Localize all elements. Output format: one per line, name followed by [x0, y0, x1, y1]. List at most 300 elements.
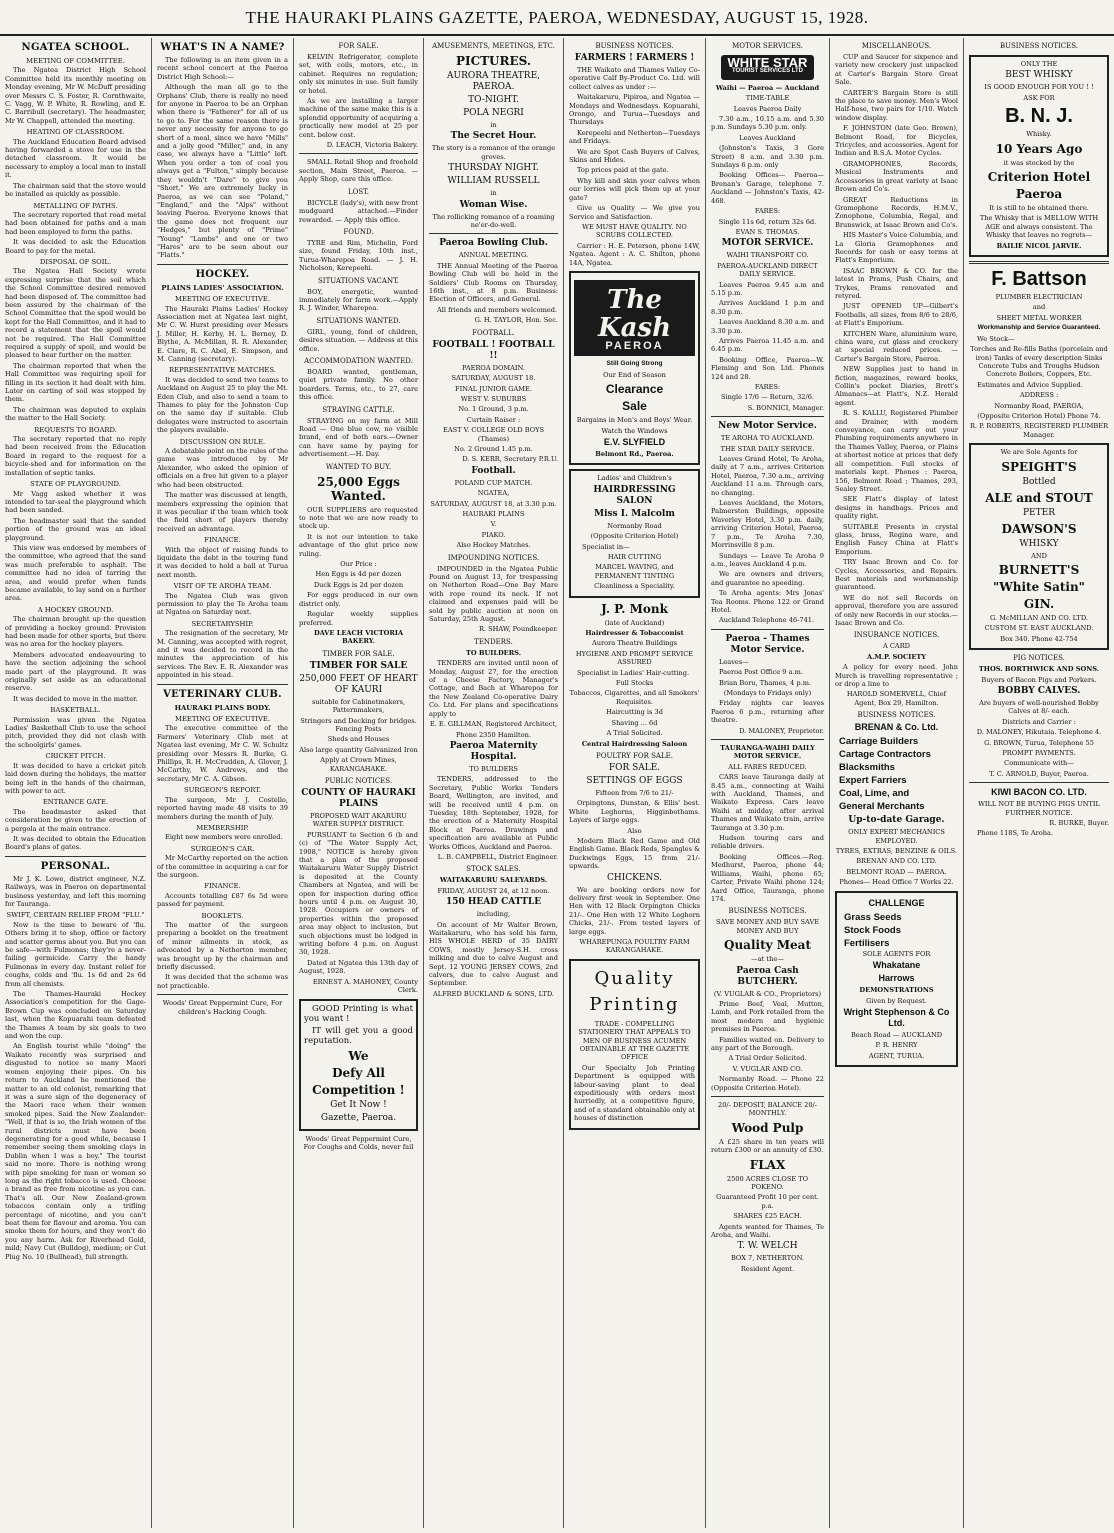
ad-text: WHAREPUNGA POULTRY FARM KARANGAHAKE. [579, 938, 690, 955]
ad-headline: BOBBY CALVES. [997, 686, 1081, 696]
ad-text: BICYCLE (lady's), with new front mudguard attached.—Finder rewarded. — Apply this office. [299, 198, 418, 224]
ad-headline: ALE and STOUT [985, 490, 1093, 505]
ad-text: Communicate with— [1004, 759, 1074, 768]
ad-text: TO BUILDERS. [465, 648, 522, 657]
ad-text: FINAL JUNIOR GAME. [455, 384, 532, 393]
section-label: POULTRY FOR SALE. [596, 751, 673, 760]
ad-text: TE AROHA TO AUCKLAND. [720, 434, 815, 443]
divider [429, 233, 558, 234]
ad-text: All friends and members welcomed. [437, 305, 558, 314]
subheading: STATE OF PLAYGROUND. [30, 480, 121, 489]
ad-text: Get It Now ! [330, 1099, 387, 1110]
ad-text: SATURDAY, AUGUST 18. [451, 374, 536, 383]
ad-headline: Quality [594, 967, 675, 989]
salon-ad [569, 469, 700, 597]
ad-headline: The Secret Hour. [450, 131, 537, 142]
ad-text: HYGIENE AND PROMPT SERVICE ASSURED [575, 649, 694, 667]
ad-text: Arrives Auckland 1 p.m and 8.30 p.m. [711, 299, 824, 316]
paragraph: With the object of raising funds to liquidate the debt in the touring fund it was decided to hold a ball at Turua next month. [157, 545, 288, 579]
ad-text: GREAT Reductions in Gramophone Records, H.M.V., Zonophone, Columbia, Regal, and Brunswick, at Isaac Brown and Co's. [835, 195, 958, 229]
subheading: MEMBERSHIP. [196, 823, 249, 832]
ad-text: IMPOUNDED in the Ngatea Public Pound on August 13, for trespassing on Netherton Road—One Bay Mare with rope round its neck. If not claimed and expenses paid will be sold by public auction at noon on Saturday, 25th August. [429, 564, 558, 624]
challenge-list [840, 911, 953, 950]
ad-text: ONLY EXPERT MECHANICS EMPLOYED. [848, 828, 945, 845]
paragraph: The Auckland Education Board advised having forwarded a stove for use in the detached classroom. It would be necessary to employ a local man to install it. [5, 137, 146, 180]
ad-text: THOS. BORTHWICK AND SONS. [978, 665, 1100, 674]
ad-text: Auckland Telephone 46-741. [719, 616, 815, 625]
ad-text: TO BUILDERS [469, 764, 518, 773]
ad-text: Our Price : [340, 560, 377, 569]
ad-text: Watch the Windows [601, 426, 668, 435]
list-item: Fertilisers [844, 937, 890, 949]
ad-headline: Criterion Hotel [987, 170, 1091, 185]
ad-headline: Whakatane [872, 960, 921, 971]
column-motor-services [706, 38, 830, 1528]
ad-text: ISAAC BROWN & CO. for the latest in Prams, Push Chairs, and Trykes, Prams renovated and retyred. [835, 266, 958, 300]
divider [711, 1096, 824, 1097]
subheading: PLAINS LADIES' ASSOCIATION. [161, 283, 284, 292]
paragraph: The headmaster said that the sanded portion of the ground was an ideal playground. [5, 516, 146, 542]
ad-headline: MOTOR SERVICE. [721, 238, 814, 249]
ad-text: EAST V. COLLEGE OLD BOYS (Thames) [443, 426, 544, 443]
ad-headline: Miss I. Malcolm [594, 508, 675, 519]
ad-headline: WHISKY [1019, 538, 1059, 549]
subheading: ENTRANCE GATE. [42, 798, 109, 807]
article-title: NGATEA SCHOOL. [21, 42, 130, 53]
ad-text: Single 11s 6d, return 32s 6d. [718, 217, 817, 226]
ad-text: Aurora Theatre Buildings [591, 639, 678, 648]
ad-text: (late of Auckland) [604, 618, 665, 627]
article-title: WHAT'S IN A NAME? [160, 42, 285, 53]
ad-text: Shaving ... 6d [611, 718, 658, 727]
paragraph: It was decided to move in the matter. [13, 694, 138, 703]
ad-text: Phone 118S, Te Aroha. [977, 829, 1053, 838]
ad-headline: Bottled [1022, 476, 1056, 487]
ad-headline: Wright Stephenson & Co Ltd. [843, 1006, 950, 1028]
ad-text: As we are installing a larger machine of the same make this is a splendid opportunity of acquiring a practically new model at 25 per cent. below cost. [299, 97, 418, 139]
ad-text: A policy for every need. John Murch is travelling representative ; or drop a line to [835, 663, 958, 689]
ad-text: THE STAR DAILY SERVICE. [720, 444, 815, 453]
ad-text: Regular weekly supplies preferred. [299, 610, 418, 627]
ad-headline: SPEIGHT'S [1001, 459, 1077, 474]
ad-text: F. JOHNSTON (late Geo. Brown), Belmont Road, for Bicycles, Tricycles, and accessories. Agent for Indian and B.S.A. Motor Cycles. [835, 124, 958, 158]
divider [5, 856, 146, 857]
ad-signature: D. MALONEY, Proprietor. [739, 726, 824, 735]
ad-text: GIRL, young, fond of children, desires situation. — Address at this office. [299, 327, 418, 353]
section-label: FOOTBALL. [472, 328, 515, 337]
subheading: FINANCE. [204, 536, 241, 545]
ad-text: Leaves Paeroa Daily [733, 104, 802, 113]
ad-headline: Harrows [878, 973, 915, 984]
ad-text: Paeroa Post Office 9 a.m. [719, 668, 803, 677]
ad-headline: Woman Wise. [459, 199, 528, 210]
ad-text: FARES: [754, 383, 781, 391]
subheading: METALLING OF PATHS. [33, 201, 118, 210]
kash-logo [574, 280, 695, 356]
kash-clearance-ad [569, 271, 700, 465]
ad-text: WEST V. SUBURBS [460, 394, 527, 403]
ad-text: BAILIE NICOL JARVIE. [996, 241, 1082, 250]
paragraph: An English tourist while "doing" the Waikato recently was surprised and disgusted to notice so many Maori women enjoying their pipes. On his return to Auckland he mentioned the matter to an old colonist, remarking that it was a sure sign of the degeneracy of the Maori race when their women smoked pipes. Said the New Zealander: "Well, if that is so, the Irish women of the rural districts must have been degenerating for a good while, because I remember seeing them smoking clays in Dublin when I was a boy." The tourist said no more. There is nothing wrong with pipe smoking for man or woman so long as the right tobacco is used. Choose a brand as free from nicotine as you can. That's all. Our New Zealand-grown tobaccos contain only a trifling percentage of nicotine, and you can't beat them for flavour and aroma. You can smoke them for hours, and they won't do you any harm. Ask for Riverhead Gold, mild; Navy Cut (Bulldog), medium; or Cut Plug No. 10 (Bullhead), full strength. [5, 1042, 146, 1261]
section-label: BUSINESS NOTICES. [857, 711, 936, 720]
ad-text: WAITAKARURU SALEYARDS. [439, 876, 548, 885]
paragraph: Mr Vagg asked whether it was intended to tar-seal the playground which had been sanded. [5, 489, 146, 515]
paragraph: The chairman brought up the question of providing a hockey ground. Provision had been made for other sports, but there was no area for the hockey players. [5, 615, 146, 649]
ad-text: KELVIN Refrigerator, complete set, with coils, motors, etc., in cabinet. Requires no regulation; only six minutes in use. Suit family or hotel. [299, 53, 418, 95]
ad-text: WILL NOT BE BUYING PIGS UNTIL FURTHER NOTICE. [978, 800, 1100, 817]
paragraph: Now is the time to beware of 'flu. Others bring it to shop, office or factory and scatter germs about you. But you can be safe—with Fulmonas; they're a never-failing germicide. Carry the handy Fulmonas in every day. Instant relief for coughs, colds and 'flu. 1s 6d and 2s 6d from all chemists. [5, 920, 146, 988]
ad-text: POLA NEGRI [463, 108, 524, 118]
ad-text: Districts and Carrier : [1002, 717, 1076, 726]
subheading: BASKETBALL. [50, 706, 101, 715]
ad-text: FARES: [754, 207, 781, 216]
ad-text: Also [627, 826, 642, 835]
ad-text: SMALL Retail Shop and freehold section, Main Street, Paeroa. —Apply Shop, care this office. [299, 158, 418, 184]
list-item: Stock Foods [844, 924, 902, 936]
paragraph: The secretary reported that no reply had been received from the Education Board in regard to the request for a bicycle-shed and for information on the installation of septic tanks. [5, 435, 146, 477]
ad-signature: ALFRED BUCKLAND & SONS, LTD. [432, 989, 555, 998]
section-label: SITUATIONS WANTED. [316, 316, 401, 325]
ad-text: KITCHEN Ware, aluminium ware, china ware, cut glass and crockery at special reduced prices. — Carter's Bargain Store, Paeroa. [835, 329, 958, 363]
ad-text: ANNUAL MEETING. [458, 251, 529, 260]
ad-text: It is still to be obtained there. [989, 204, 1089, 213]
ad-text: TOURIST SERVICES LTD [731, 68, 803, 75]
ad-text: Sheds and Houses [327, 735, 390, 744]
ad-text: BOY, energetic, wanted immediately for farm work.—Apply R. J. Winder, Wharepoa. [299, 287, 418, 313]
ad-text: E. E. GILLMAN, Registered Architect, [429, 720, 558, 729]
ad-text: ALL FARES REDUCED. [728, 762, 807, 771]
ad-text: Leaves— [719, 657, 749, 666]
divider [969, 782, 1109, 783]
ad-text: Dated at Ngatea this 13th day of August, 1928. [299, 958, 418, 976]
ad-text: AURORA THEATRE, PAEROA. [446, 71, 540, 92]
paragraph: This view was endorsed by members of the committee, who agreed that the sand was much preferable to asphalt. The committee had no idea of tarring the area, and would prefer when funds became available, to lay sand on a further area. [5, 543, 146, 603]
ad-text: Estimates and Advice Supplied. [977, 380, 1083, 389]
ad-text: The story is a romance of the orange groves. [431, 144, 556, 161]
subheading: MEETING OF EXECUTIVE. [174, 715, 271, 724]
ad-text: Booking Offices— Paeroa—Brenan's Garage, telephone 7. Auckland — Johnston's Taxis, 42-468. [711, 171, 824, 205]
ad-text: Normanby Road. — Phone 22 (Opposite Criterion Hotel). [711, 1075, 824, 1092]
ad-headline: 250,000 FEET OF HEART OF KAURI [299, 673, 418, 695]
ad-text: R. S. KALLU, Registered Plumber and Drainer, with modern conveyance, can carry out your Plumbing requirements anywhere in the Thames Valley, Paeroa, or Plains at shortest notice at prices that defy all competition. Full stocks of materials kept. Phones : Paeroa, 156, Belmont Road ; Thames, 293, Sealey Street. [835, 409, 958, 493]
ad-text: TRADE - COMPELLING STATIONERY THAT APPEALS TO MEN OF BUSINESS ACUMEN OBTAINABLE AT THE GAZETTE OFFICE [578, 1019, 691, 1062]
divider [157, 994, 288, 995]
ad-text: Friday nights car leaves Paeroa 6 p.m., returning after theatre. [711, 699, 824, 725]
ad-text: (V. VUGLAR & CO., Proprietors) [713, 989, 822, 998]
ad-text: Leaves Auckland, the Motors, Palmerston Buildings, opposite Waverley Hotel, 3.30 p.m. daily, arriving Criterion Hotel, Paeroa, 7 p.m., Te Aroha 7.30, Morrinsville 8 p.m. [711, 499, 824, 550]
ad-text: Prime Beef, Veal, Mutton, Lamb, and Pork retailed from the most modern and hygienic premises in Paeroa. [711, 999, 824, 1034]
ad-headline: WHITE STAR [727, 55, 808, 70]
subheading: DISPOSAL OF SOIL. [39, 257, 112, 266]
ad-headline: Sale [622, 399, 647, 414]
paragraph: The chairman said that the stove would be installed as quickly as possible. [5, 181, 146, 199]
ad-text: Gazette, Paeroa. [320, 1112, 397, 1123]
ad-headline: Printing [589, 993, 680, 1015]
ad-text: Still Going Strong [606, 360, 663, 368]
ad-text: ONLY THE [1020, 60, 1058, 68]
paragraph: Accounts totalling £87 6s 5d were passed for payment. [157, 891, 288, 909]
ad-text: Single 17/6 — Return, 32/6. [720, 393, 815, 402]
ad-text: V. VUGLAR AND CO. [732, 1064, 803, 1073]
ad-text: WE MUST HAVE QUALITY. NO SCRUBS COLLECTED. [582, 222, 687, 240]
paragraph: Although the man all go to the Orphans' Club, there is really no need for anyone in Paeroa to be an Orphan when there is "Fatherer" for all of us to go to. For the same reason there is never any necessity for anyone to go short of a meal, since we have "Mills" and a jolly good "Miller," and, in any case, we always have a "Little" left. When you order a ton of coal you always get a "Fulton," simply because they wouldn't "Dare" to give you "Short." We are extremely lucky in Paeroa, as we can see "Poland," "England," and the "Alps" without leaving Paeroa. Everyone knows that the game does not frequent our "Hedges," but plenty of "Prime" "Young" "Lambs" and one or two "Hares" are to be seen about our "Flatts." [157, 83, 288, 260]
ad-text: OUR SUPPLIERS are requested to note that we are now ready to stock up. [299, 505, 418, 531]
ad-headline: GIN. [1023, 596, 1055, 611]
paragraph: The Thames-Hauraki Hockey Association's competition for the Gage-Brown Cup was concluded on Saturday last, when the Kopuarahi team defeated the Thames A team by six goals to two and won the cup. [5, 990, 146, 1041]
ad-text: G. McMILLAN AND CO. LTD. [990, 613, 1088, 622]
ad-signature: S. BONNICI, Manager. [747, 403, 824, 412]
ad-text: The Whisky that is MELLOW WITH AGE and always consistent. The Whisky that leaves no regrets— [979, 214, 1099, 240]
list-item: Expert Farriers [839, 775, 907, 787]
divider [157, 264, 288, 265]
ad-headline: T. W. WELCH [737, 1241, 798, 1252]
paragraph: Members advocated endeavouring to have the section adjoining the school made part of the playground. It was originally set aside as an educational reserve. [5, 650, 146, 693]
paragraph: It was decided to have a cricket pitch laid down during the holidays, the matter being left in the hands of the chairman, with power to act. [5, 761, 146, 795]
bnj-whisky-ad [969, 55, 1109, 257]
ad-headline: CHICKENS. [606, 872, 663, 883]
ad-text: D. MALONEY, Hikutaia. Telephone 4. [976, 728, 1102, 737]
subheading: HAURAKI PLAINS BODY. [174, 703, 271, 712]
ad-text: Families waited on. Delivery to any part of the Borough. [711, 1035, 824, 1052]
ad-headline: SETTINGS OF EGGS [586, 775, 683, 786]
ad-text: A Trial Order Solicited. [728, 1054, 807, 1063]
subheading: REQUESTS TO BOARD. [34, 425, 117, 434]
newspaper-title: THE HAURAKI PLAINS GAZETTE, PAEROA, WEDNESDAY, AUGUST 15, 1928. [245, 8, 869, 27]
ad-text: MARCEL WAVING, and PERMANENT TINTING [594, 563, 675, 580]
ad-text: Why kill and skin your calves when our lorries will pick them up at your gate? [569, 176, 700, 202]
ad-text: SAVE MONEY AND BUY SAVE MONEY AND BUY [715, 918, 820, 935]
ad-text: SHEET METAL WORKER [996, 313, 1082, 322]
ad-text: Waitakaruru, Pipiroa, and Ngatea — Mondays and Wednesdays. Kopuarahi, Orongo, and Turua—Tuesdays and Thursdays [569, 93, 700, 127]
section-label: LOST. [347, 187, 370, 196]
column-miscellaneous [830, 38, 964, 1528]
ad-headline: E.V. SLYFIELD [603, 436, 666, 447]
article-subtitle: MEETING OF COMMITTEE. [26, 57, 125, 65]
ad-headline: PETER [1023, 507, 1055, 518]
section-label: SITUATIONS VACANT. [318, 276, 399, 285]
ad-text: Brian Boru, Thames, 4 p.m. [719, 678, 812, 687]
subheading: REPRESENTATIVE MATCHES. [169, 366, 276, 375]
ad-text: in [490, 189, 497, 198]
paragraph: The matter of the surgeon preparing a booklet on the treatment of minor ailments in stock, as advocated by a Netherton member, was brought up by the chairman and briefly discussed. [157, 920, 288, 971]
ad-text: PLUMBER ELECTRICIAN [995, 293, 1083, 302]
printing-ad [299, 999, 418, 1131]
subheading: A HOCKEY GROUND. [37, 605, 114, 614]
ad-text: Are buyers of well-nourished Bobby Calves at 8/- each. [979, 699, 1099, 716]
section-title-hockey: HOCKEY. [195, 268, 250, 280]
ad-headline: Defy All [332, 1065, 385, 1080]
ad-text: STRAYING on my farm at Mill Road — One blue cow, no visible brand, end of both ears.—Owner can have same by paying for advertisement.—H. Day. [299, 416, 418, 459]
ad-text: Modern Black Red Game and Old English Game. Black Reds, Spangles & Duckwings Eggs, 15 from 21/- upwards. [569, 836, 700, 871]
ad-text: including, [476, 910, 511, 919]
section-label: TENDERS. [474, 637, 513, 646]
ad-text: TIME-TABLE [745, 94, 790, 103]
list-item: Cartage Contractors [839, 749, 931, 761]
ad-text: SHARES £25 EACH. [733, 1212, 802, 1221]
ad-headline: Paeroa - Thames Motor Service. [725, 633, 810, 655]
ad-signature: G. H. TAYLOR, Hon. Sec. [474, 316, 558, 325]
paragraph: The matter was discussed at length, members expressing the opinion that it was peculiar if the team which took the field short of players thereby received an advantage. [157, 491, 288, 533]
subheading: DISCUSSION ON RULE. [179, 437, 266, 446]
section-label: INSURANCE NOTICES. [853, 631, 940, 640]
paragraph: The secretary reported that road metal had been obtained for paths and a man had been employed to form the paths. [5, 210, 146, 236]
ad-text: Carrier : H. E. Peterson, phone 14W, Ngatea. Agent : A. C. Shilton, phone 14A, Ngatea. [569, 241, 700, 267]
ad-headline: 10 Years Ago [995, 141, 1083, 156]
ad-signature: EVAN S. THOMAS. [735, 227, 800, 236]
ad-text: Normanby Road, PAEROA, [994, 401, 1084, 410]
challenge-ad [835, 891, 958, 1067]
section-title-personal: PERSONAL. [40, 860, 111, 872]
ad-headline: J. P. Monk [601, 601, 668, 616]
ad-text: it was stocked by the [1003, 158, 1075, 167]
ad-text: We Stock— [977, 334, 1015, 343]
ad-signature: ERNEST A. MAHONEY, County Clerk. [312, 977, 418, 995]
ad-text: For eggs produced in our own district only. [299, 591, 418, 608]
ad-text: PIAKO. [481, 530, 506, 539]
section-label: TIMBER FOR SALE. [322, 649, 395, 658]
ad-text: Full Stocks [615, 679, 654, 688]
ad-text: The rollicking romance of a roaming ne'er-do-well. [432, 212, 555, 230]
ad-text: ASK FOR [1023, 93, 1055, 102]
ad-headline: "White Satin" [993, 579, 1085, 594]
divider [711, 416, 824, 417]
ad-text: Apply at Crown Mines, KARANGAHAKE. [320, 756, 397, 773]
paragraph: Mr McCarthy reported on the action of the committee in acquiring a car for the surgeon. [157, 854, 288, 879]
ad-text: Duck Eggs is 2d per dozen [313, 580, 404, 589]
ad-text: Booking Offices.—Reg. Medhurst, Paeroa, phone 44; Williams, Waihi, phone 65; Carter, Private Waihi phone 124; Aard Office, Tauranga, phone 174. [711, 852, 824, 903]
ad-text: Leaves Paeroa 9.45 a.m and 5.15 p.m. [711, 280, 824, 297]
advertisement: Woods' Great Peppermint Cure, For children's Hacking Cough. [162, 999, 283, 1016]
ad-text: NGATEA, [477, 489, 510, 498]
ad-text: We are Spot Cash Buyers of Calves, Skins and Hides. [569, 147, 700, 165]
ad-text: TAURANGA-WAIHI DAILY MOTOR SERVICE. [720, 744, 815, 761]
list-item: Coal, Lime, and [839, 788, 910, 800]
ad-text: WAIHI TRANSPORT CO. [726, 251, 809, 260]
column-amusements [424, 38, 564, 1528]
ad-text: Our Specialty Job Printing Department is equipped with labour-saving plant to deal expeditiously with orders most hurriedly, at a competitive figure, and of a standard obtainable only at houses of distinction [574, 1063, 695, 1123]
ad-text: PROMPT PAYMENTS. [1002, 749, 1076, 758]
ad-headline: BURNETT'S [998, 562, 1080, 577]
ad-text: Resident Agent. [740, 1264, 795, 1273]
ad-text: BOARD wanted, gentleman, quiet private family. No other boarders. Terms, etc., to 27, care this office. [299, 367, 418, 402]
ad-text: We are Sole Agents for [1000, 448, 1078, 457]
ad-text: Specialist in— [582, 542, 630, 551]
ad-text: PURSUANT to Section 6 (b and (c) of "The Water Supply Act, 1908," NOTICE is hereby given that a plan of the proposed Waitakaruru Water Supply District is deposited at the County Chambers at Ngatea, and will be open for inspection during office hours until 4 p.m. on August 30, 1928. Occupiers or owners of properties within the proposed area may object to inclusion, but such objections must be lodged in writing before 4 p.m. on August 30, 1928. [299, 830, 418, 957]
paragraph: The headmaster asked that consideration be given to the erection of a pergola at the main entrance. [5, 807, 146, 833]
subheading: MEETING OF EXECUTIVE. [174, 295, 271, 304]
paragraph: The Ngatea District High School Committee held its monthly meeting on Monday evening, Mr W. McDuff presiding over Messrs C. S. Foster, R. Cornthwaite, C. Vagg, W. P. White, R. Rowling, and E. C. Barribull (secretary). The headmaster, Mr W. Chappell, attended the meeting. [5, 66, 146, 125]
ad-headline: Paeroa Bowling Club. [439, 238, 548, 249]
ad-text: Curtain Raiser : [466, 415, 521, 424]
ad-text: 2500 ACRES CLOSE TO POKENO. [726, 1174, 809, 1192]
ad-headline: FOR SALE. [608, 762, 661, 773]
ad-text: SUITABLE Presents in crystal glass, brass, Regina ware, and English Fancy China at Flatt's Emporium. [835, 522, 958, 556]
ad-text: POLAND CUP MATCH. [454, 478, 533, 487]
ad-text: THE Annual Meeting of the Paeroa Bowling Club will be held in the Soldiers' Club Rooms on Thursday, 16th inst., at 8 p.m. Business: Election of Officers, and General. [429, 261, 558, 304]
column-whats-in-a-name [152, 38, 294, 1528]
ad-text: HAROLD SOMERVELL, Chief Agent, Box 29, Hamilton. [846, 690, 947, 707]
ad-headline: TIMBER FOR SALE [309, 660, 408, 671]
ad-text: FRIDAY, AUGUST 24, at 12 noon. [437, 886, 550, 895]
ad-headline: CHALLENGE [868, 897, 925, 908]
ad-text: No. 2 Ground 1.45 p.m. [454, 444, 533, 453]
list-item: General Merchants [839, 801, 925, 813]
ad-text: A CARD [883, 642, 910, 651]
subheading: BOOKLETS. [201, 911, 244, 920]
ad-text: PAEROA DOMAIN. [462, 363, 525, 372]
ad-text: T. C. ARNOLD, Buyer, Paeroa. [989, 769, 1089, 778]
subheading: SURGEON'S CAR. [190, 844, 255, 853]
ad-text: Stringers and Decking for bridges. Fencing Posts [300, 716, 417, 733]
section-label: AMUSEMENTS, MEETINGS, ETC. [432, 42, 555, 50]
ad-headline: Wood Pulp [731, 1120, 804, 1135]
ad-text: HAIR CUTTING [607, 553, 662, 561]
ad-text: WE do not sell Records on approval, therefore you are assured of only new Records in our stocks.—Isaac Brown and Co. [835, 593, 958, 627]
paragraph: It was decided to obtain the Education Board's plans of gates. [5, 834, 146, 852]
section-label: STOCK SALES. [466, 865, 521, 874]
ad-headline: Quality Meat [724, 938, 811, 953]
subheading: VISIT OF TE AROHA TEAM. [173, 582, 272, 591]
section-label: MISCELLANEOUS. [861, 42, 932, 50]
ad-signature: L. B. CAMPBELL, District Engineer. [437, 852, 558, 861]
ad-text: PROPOSED WAIT AKARURU WATER SUPPLY DISTRICT. [310, 811, 407, 829]
section-label: BUSINESS NOTICES. [595, 42, 674, 50]
ad-headline: FLAX [749, 1157, 786, 1172]
ad-text: Te Aroha agents: Mrs Jonas' Tea Rooms. Phone 122 or Grand Hotel. [711, 589, 824, 614]
ad-text: Give us Quality — We give you Service and Satisfaction. [569, 204, 700, 221]
ad-headline: FARMERS ! FARMERS ! [574, 53, 695, 63]
ad-text: HIS Master's Voice Columbia, and La Gloria Gramophones and Records for cash or easy terms at Flatt's Emporium. [835, 231, 958, 265]
ad-text: It is not our intention to take advantage of the glut price now ruling. [299, 532, 418, 558]
section-label: ACCOMMODATION WANTED. [304, 356, 413, 365]
ad-text: G. BROWN, Turua, Telephone 55 [984, 738, 1094, 747]
subheading: CRICKET PITCH. [45, 752, 106, 761]
column-ngatea-school [0, 38, 152, 1528]
section-label: BUSINESS NOTICES. [999, 42, 1079, 50]
paragraph: Eight new members were enrolled. [165, 833, 283, 842]
ad-headline: DAWSON'S [1001, 521, 1077, 536]
ad-text: AND [1031, 551, 1047, 560]
ad-text: Haircutting is 3d [606, 708, 663, 717]
paragraph: The following is an item given in a recent school concert at the Paeroa District High School:— [157, 56, 288, 81]
section-label: BUSINESS NOTICES. [728, 907, 807, 916]
brenan-services-list [835, 735, 958, 813]
ad-text: Normanby Road [607, 521, 662, 530]
masthead [0, 0, 1114, 36]
paragraph: The surgeon, Mr J. Costello, reported having made 48 visits to 39 members during the month of July. [157, 795, 288, 821]
section-label: IMPOUNDING NOTICES. [447, 553, 540, 562]
divider [711, 739, 824, 740]
ad-text: JUST OPENED UP—Gilbert's Footballs, all sizes, from 8/6 to 28/6, at Flatt's Emporium. [835, 302, 958, 328]
ad-text: Top prices paid at the gate. [577, 166, 669, 175]
paragraph: The Ngatea Club was given permission to play the Te Aroha team at Ngatea on Saturday next. [157, 591, 288, 617]
ad-headline: Paeroa Maternity Hospital. [449, 740, 538, 762]
ad-headline: Paeroa Cash BUTCHERY. [736, 965, 799, 987]
ad-text: Hen Eggs is 4d per dozen [315, 570, 402, 579]
section-label: STRAYING CATTLE. [322, 405, 395, 414]
ad-headline: COUNTY OF HAURAKI PLAINS [301, 787, 416, 809]
ad-text: Torches and Re-fills Baths (porcelain and iron) Tanks of every description Sinks Concrete Tubs and Troughs Hudson Concrete Boilers, Coppers, Etc. [970, 345, 1108, 379]
ad-text: (Opposite Criterion Hotel) Phone 74. [977, 411, 1101, 420]
ad-text: Central Hairdressing Saloon [581, 739, 688, 748]
column-business-notices [564, 38, 706, 1528]
ad-text: Specialist in Ladies' Hair-cutting. [577, 668, 690, 677]
ad-text: On account of Mr Walter Brown, Waitakaruru, who has sold his farm, HIS WHOLE HERD of 35 DAIRY COWS, mostly Jersey-S.H. cross milking and due to calve August and Sept. 12 YOUNG JERSEY COWS, 2nd calvers, due to calve August and September. [429, 920, 558, 988]
section-label: PIG NOTICES. [1013, 654, 1065, 663]
ad-text: Ladies' and Children's [597, 474, 672, 483]
ad-text: A Trial Solicited. [606, 729, 663, 738]
ad-headline: BRENAN & Co. Ltd. [854, 722, 939, 733]
